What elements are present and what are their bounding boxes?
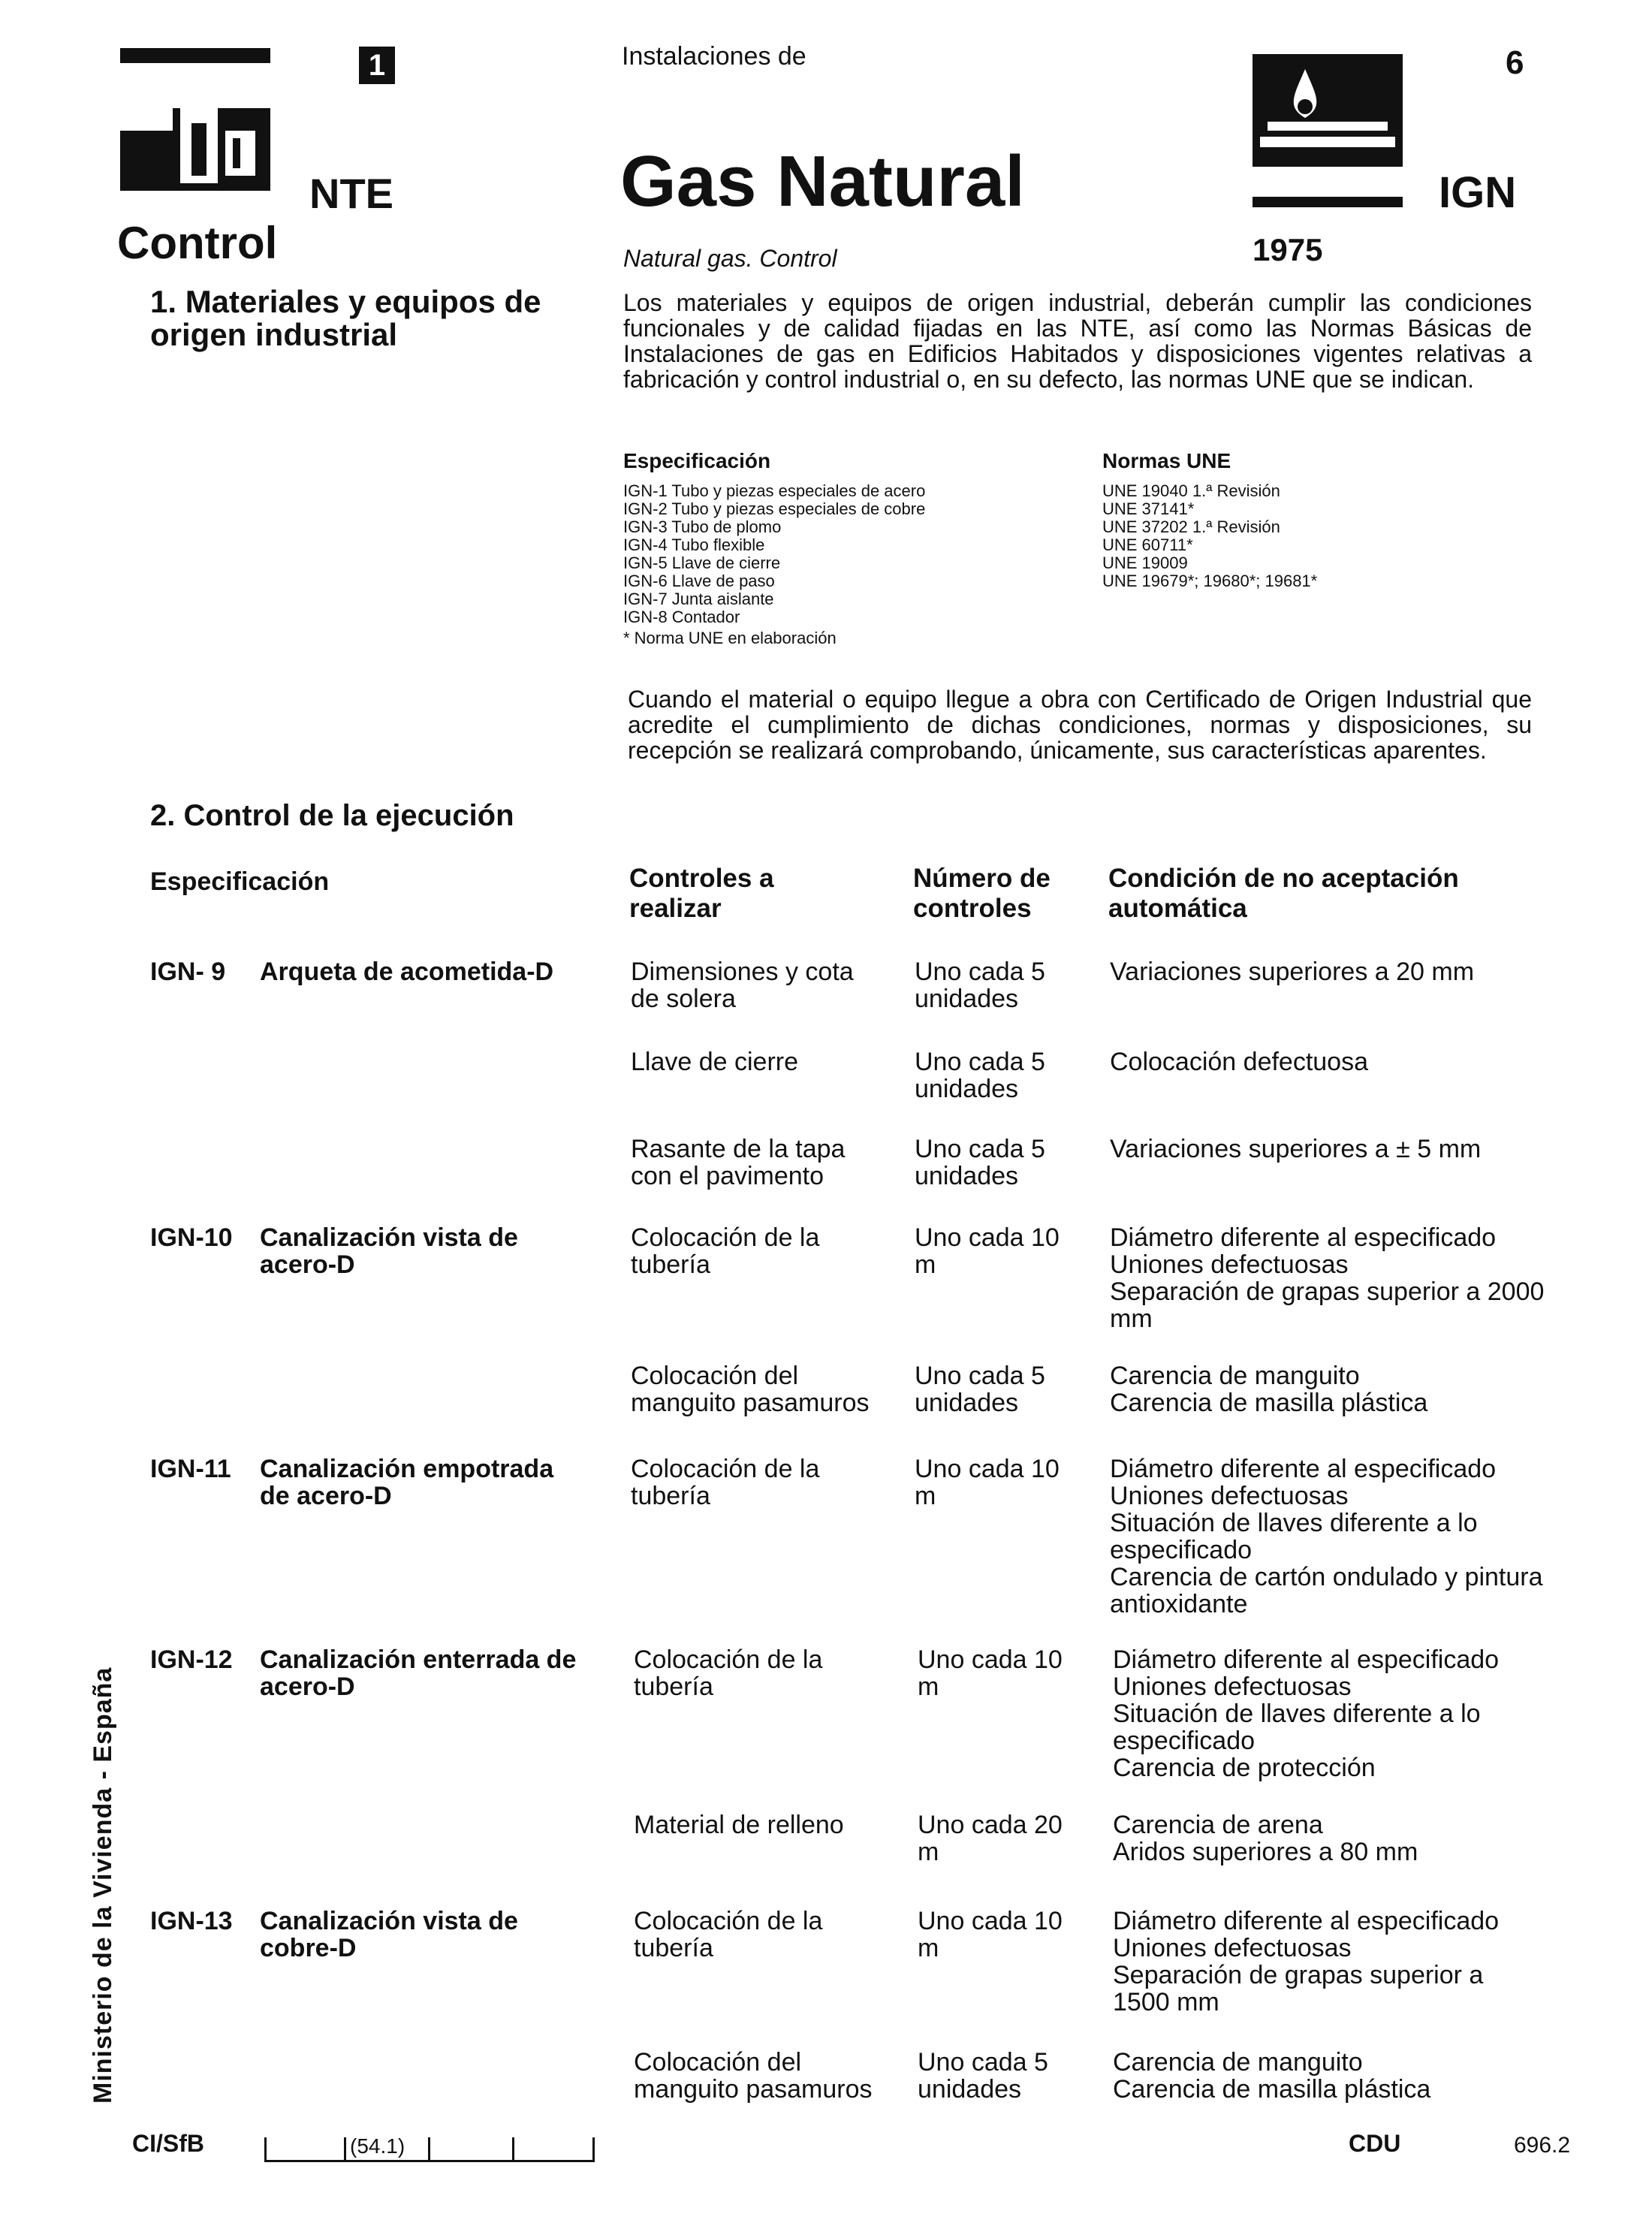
page-title: Gas Natural [620,141,1025,222]
cisfb-scale [264,2133,595,2163]
logo-number-badge: 1 [359,47,395,84]
ministry-sidebar: Ministerio de la Vivienda - España [89,1666,117,2104]
row-name: Canalización vista de cobre-D [260,1907,518,1962]
row-code: IGN-12 [150,1645,233,1674]
year-label: 1975 [1253,232,1323,267]
row-code: IGN-10 [150,1223,233,1252]
row-name: Canalización vista de acero-D [260,1223,518,1279]
section1-heading: 1. Materiales y equipos de origen industrial [150,284,541,352]
list-item: UNE 37202 1.ª Revisión [1102,517,1280,536]
row-condition: Diámetro diferente al especificado Uniones defectuosas Separación de grapas superior a 1500 mm [1113,1907,1500,2016]
row-condition: Carencia de manguito Carencia de masilla plástica [1110,1362,1428,1417]
cdu-code: 696.2 [1514,2133,1571,2158]
nte-logo-icon [120,48,270,198]
row-control: Dimensiones y cota de solera [631,958,854,1013]
row-control: Rasante de la tapa con el pavimento [631,1135,846,1190]
row-name: Canalización empotrada de acero-D [260,1455,554,1510]
list-item: IGN-3 Tubo de plomo [623,517,782,536]
title-prefix: Instalaciones de [622,42,806,71]
row-condition: Diámetro diferente al especificado Uniones defectuosas Situación de llaves diferente a lo especificado Carencia de cartón ondulado y pintura antioxidante [1110,1455,1543,1618]
row-number: Uno cada 5 unidades [915,1135,1045,1190]
row-name: Arqueta de acometida-D [260,958,554,986]
list-item: IGN-2 Tubo y piezas especiales de cobre [623,499,926,518]
row-number: Uno cada 10 m [918,1907,1063,1962]
row-control: Colocación de la tubería [634,1645,823,1701]
row-condition: Carencia de arena Aridos superiores a 80 mm [1113,1811,1418,1866]
column-header-condition: Condición de no aceptación automática [1108,864,1459,923]
section1-intro: Los materiales y equipos de origen industrial, deberán cumplir las condiciones funcionales y de calidad fijadas en las NTE, así como las Normas Básicas de Instalaciones de gas en Edificios Habitados y disposiciones vigentes relativas a fabricación y control industrial o, en su defecto, las normas UNE que se indican. [623,289,1532,393]
row-number: Uno cada 10 m [915,1223,1060,1279]
column-header-spec: Especificación [150,867,330,896]
row-condition: Variaciones superiores a 20 mm [1110,958,1475,986]
row-name: Canalización enterrada de acero-D [260,1645,577,1701]
row-number: Uno cada 10 m [915,1455,1060,1510]
nte-label: NTE [309,170,393,217]
row-control: Colocación de la tubería [631,1455,820,1510]
row-condition: Diámetro diferente al especificado Uniones defectuosas Separación de grapas superior a 2000 mm [1110,1223,1545,1333]
spec-list [623,482,1089,647]
spec-column-header: Especificación [623,449,771,472]
row-code: IGN-13 [150,1907,233,1935]
column-header-controls: Controles a realizar [629,864,774,923]
cdu-label: CDU [1349,2130,1401,2157]
norms-column-header: Normas UNE [1102,449,1231,472]
list-item: IGN-6 Llave de paso [623,572,775,590]
norms-list [1102,482,1523,590]
section-title: Control [117,218,278,268]
list-item: IGN-4 Tubo flexible [623,535,765,554]
list-item: IGN-7 Junta aislante [623,590,774,608]
row-number: Uno cada 5 unidades [915,958,1045,1013]
row-number: Uno cada 5 unidades [915,1048,1045,1103]
row-control: Material de relleno [634,1811,844,1839]
footnote: * Norma UNE en elaboración [623,629,837,647]
row-code: IGN- 9 [150,958,226,986]
row-control: Llave de cierre [631,1048,799,1076]
row-condition: Diámetro diferente al especificado Uniones defectuosas Situación de llaves diferente a lo especificado Carencia de protección [1113,1645,1500,1782]
row-condition: Colocación defectuosa [1110,1048,1369,1076]
row-control: Colocación de la tubería [634,1907,823,1962]
list-item: UNE 19040 1.ª Revisión [1102,481,1280,500]
section1-closing: Cuando el material o equipo llegue a obra con Certificado de Origen Industrial que acredite el cumplimiento de dichas condiciones, normas y disposiciones, su recepción se realizará comprobando, únicamente, sus características aparentes. [628,686,1532,764]
section2-heading: 2. Control de la ejecución [150,799,514,832]
column-header-number: Número de controles [913,864,1051,923]
row-number: Uno cada 10 m [918,1645,1063,1701]
list-item: IGN-1 Tubo y piezas especiales de acero [623,481,926,500]
row-number: Uno cada 20 m [918,1811,1063,1866]
cisfb-label: CI/SfB [132,2130,204,2157]
row-condition: Carencia de manguito Carencia de masilla plástica [1113,2048,1431,2104]
subtitle-english: Natural gas. Control [623,245,837,272]
code-label: IGN [1439,168,1517,217]
row-control: Colocación del manguito pasamuros [634,2048,873,2104]
row-control: Colocación del manguito pasamuros [631,1362,870,1417]
list-item: IGN-5 Llave de cierre [623,553,781,572]
cisfb-code: (54.1) [350,2134,405,2158]
list-item: UNE 19009 [1102,553,1188,572]
gas-flame-icon [1253,54,1403,212]
row-control: Colocación de la tubería [631,1223,820,1279]
sheet-number: 6 [1506,44,1524,81]
row-number: Uno cada 5 unidades [915,1362,1045,1417]
list-item: UNE 37141* [1102,499,1195,518]
list-item: UNE 19679*; 19680*; 19681* [1102,572,1318,590]
list-item: UNE 60711* [1102,535,1193,554]
row-number: Uno cada 5 unidades [918,2048,1048,2104]
row-code: IGN-11 [150,1455,231,1483]
row-condition: Variaciones superiores a ± 5 mm [1110,1135,1482,1163]
list-item: IGN-8 Contador [623,608,740,626]
